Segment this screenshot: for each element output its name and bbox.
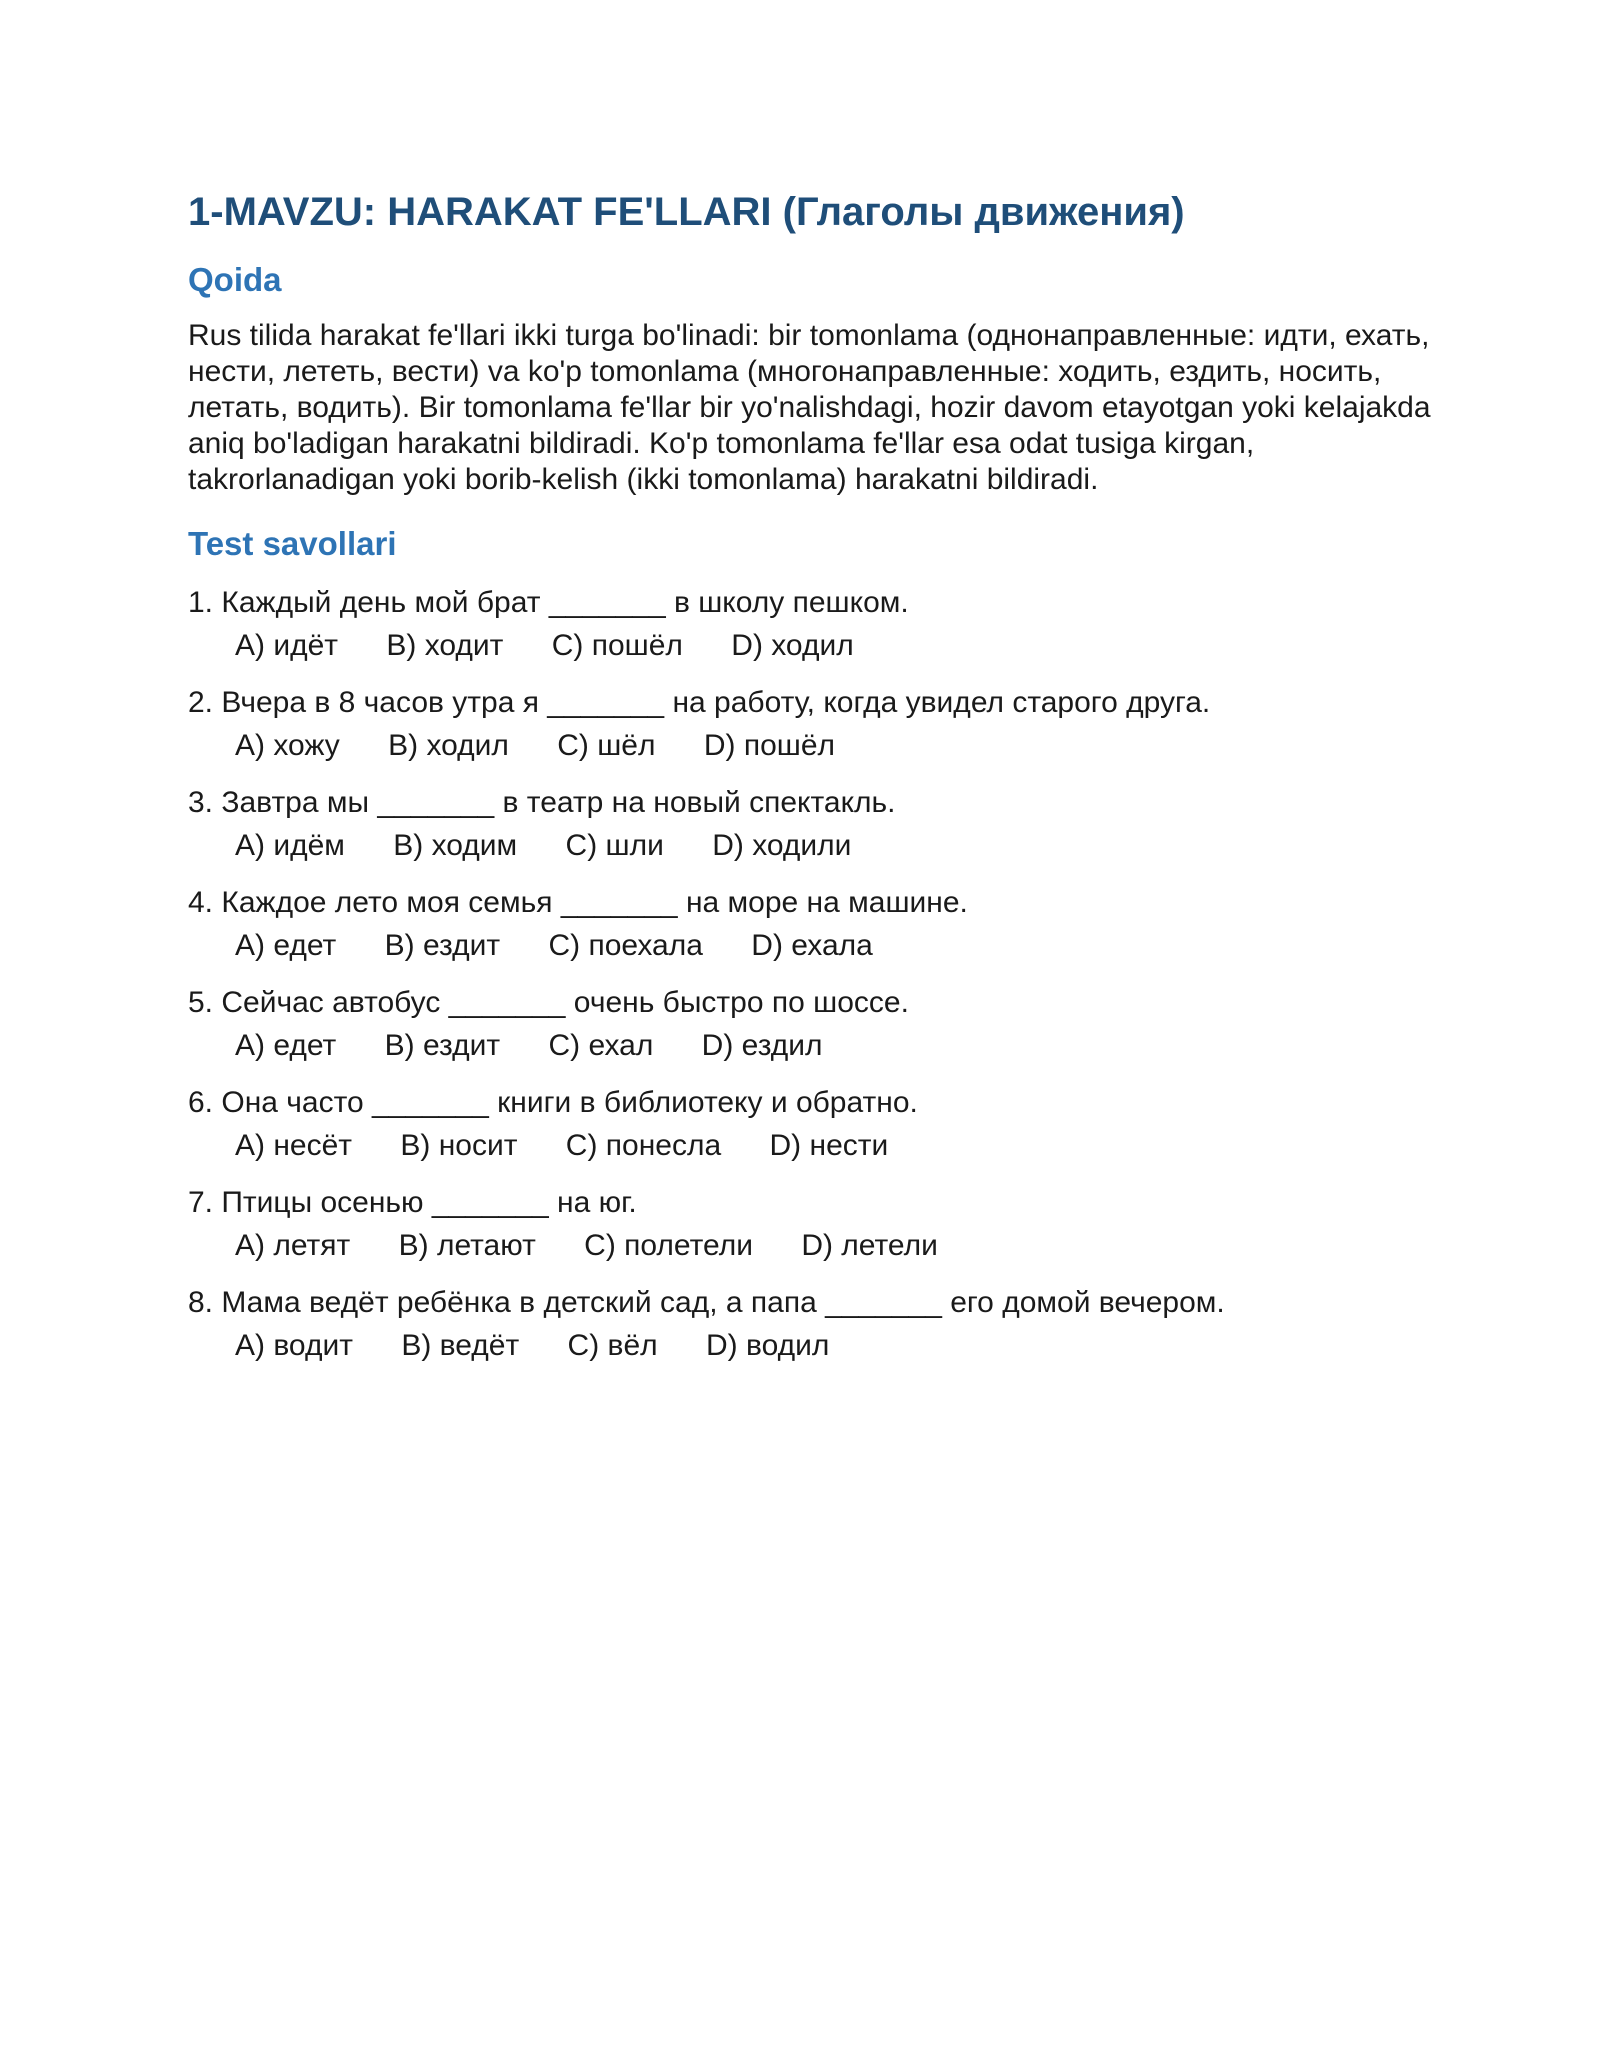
option-a: A) идёт xyxy=(235,629,339,662)
question-6 xyxy=(188,1082,1438,1168)
option-c: C) ехал xyxy=(548,1029,654,1062)
option-a: A) хожу xyxy=(235,729,340,762)
question-list xyxy=(188,582,1438,1368)
answer-options xyxy=(188,1224,1438,1268)
option-d: D) летели xyxy=(801,1229,938,1262)
question-text: 6. Она часто _______ книги в библиотеку и обратно. xyxy=(188,1086,918,1119)
question-4 xyxy=(188,882,1438,968)
rule-text: Rus tilida harakat fe'llari ikki turga bo'linadi: bir tomonlama (однонаправленные: идти, ехать, нести, лететь, вести) va ko'p tomonlama (многонаправленные: ходить, ездить, носить, летать, водить). Bir tomonlama fe'llar bir yo'nalishdagi, hozir davom etayotgan yoki kelajakda aniq bo'ladigan harakatni bildiradi. Ko'p tomonlama fe'llar esa odat tusiga kirgan, takrorlanadigan yoki borib-kelish (ikki tomonlama) harakatni bildiradi. xyxy=(188,319,1431,496)
answer-options xyxy=(188,724,1438,768)
option-a: A) несёт xyxy=(235,1129,353,1162)
question-text: 4. Каждое лето моя семья _______ на море на машине. xyxy=(188,886,968,919)
question-text: 8. Мама ведёт ребёнка в детский сад, а папа _______ его домой вечером. xyxy=(188,1286,1225,1319)
option-b: B) летают xyxy=(398,1229,536,1262)
question-1 xyxy=(188,582,1438,668)
option-a: A) идём xyxy=(235,829,345,862)
question-2 xyxy=(188,682,1438,768)
option-c: C) вёл xyxy=(567,1329,658,1362)
option-a: A) водит xyxy=(235,1329,353,1362)
option-d: D) ходили xyxy=(712,829,852,862)
option-b: B) ездит xyxy=(384,1029,501,1062)
question-8 xyxy=(188,1282,1438,1368)
option-c: C) понесла xyxy=(565,1129,722,1162)
document-page xyxy=(188,186,1438,1382)
question-5 xyxy=(188,982,1438,1068)
question-text: 7. Птицы осенью _______ на юг. xyxy=(188,1186,637,1219)
answer-options xyxy=(188,924,1438,968)
option-d: D) пошёл xyxy=(703,729,836,762)
answer-options xyxy=(188,824,1438,868)
option-d: D) ехала xyxy=(751,929,873,962)
option-b: B) ведёт xyxy=(401,1329,520,1362)
question-text: 3. Завтра мы _______ в театр на новый спектакль. xyxy=(188,786,896,819)
option-c: C) полетели xyxy=(584,1229,753,1262)
question-text: 2. Вчера в 8 часов утра я _______ на работу, когда увидел старого друга. xyxy=(188,686,1211,719)
rule-heading: Qoida xyxy=(188,261,282,298)
option-c: C) шли xyxy=(565,829,664,862)
option-a: A) летят xyxy=(235,1229,351,1262)
option-d: D) ходил xyxy=(731,629,854,662)
option-d: D) ездил xyxy=(701,1029,823,1062)
option-b: B) носит xyxy=(400,1129,518,1162)
option-d: D) водил xyxy=(706,1329,830,1362)
option-b: B) ездит xyxy=(384,929,501,962)
option-b: B) ходит xyxy=(386,629,504,662)
test-heading: Test savollari xyxy=(188,525,397,562)
option-b: B) ходим xyxy=(393,829,518,862)
question-text: 5. Сейчас автобус _______ очень быстро по шоссе. xyxy=(188,986,909,1019)
question-3 xyxy=(188,782,1438,868)
question-7 xyxy=(188,1182,1438,1268)
option-a: A) едет xyxy=(235,1029,337,1062)
option-a: A) едет xyxy=(235,929,337,962)
answer-options xyxy=(188,1324,1438,1368)
answer-options xyxy=(188,1124,1438,1168)
option-c: C) шёл xyxy=(557,729,656,762)
answer-options xyxy=(188,1024,1438,1068)
option-d: D) нести xyxy=(769,1129,889,1162)
option-b: B) ходил xyxy=(388,729,509,762)
page-title: 1-MAVZU: HARAKAT FE'LLARI (Глаголы движения) xyxy=(188,190,1185,234)
option-c: C) поехала xyxy=(548,929,703,962)
answer-options xyxy=(188,624,1438,668)
question-text: 1. Каждый день мой брат _______ в школу пешком. xyxy=(188,586,909,619)
option-c: C) пошёл xyxy=(551,629,683,662)
